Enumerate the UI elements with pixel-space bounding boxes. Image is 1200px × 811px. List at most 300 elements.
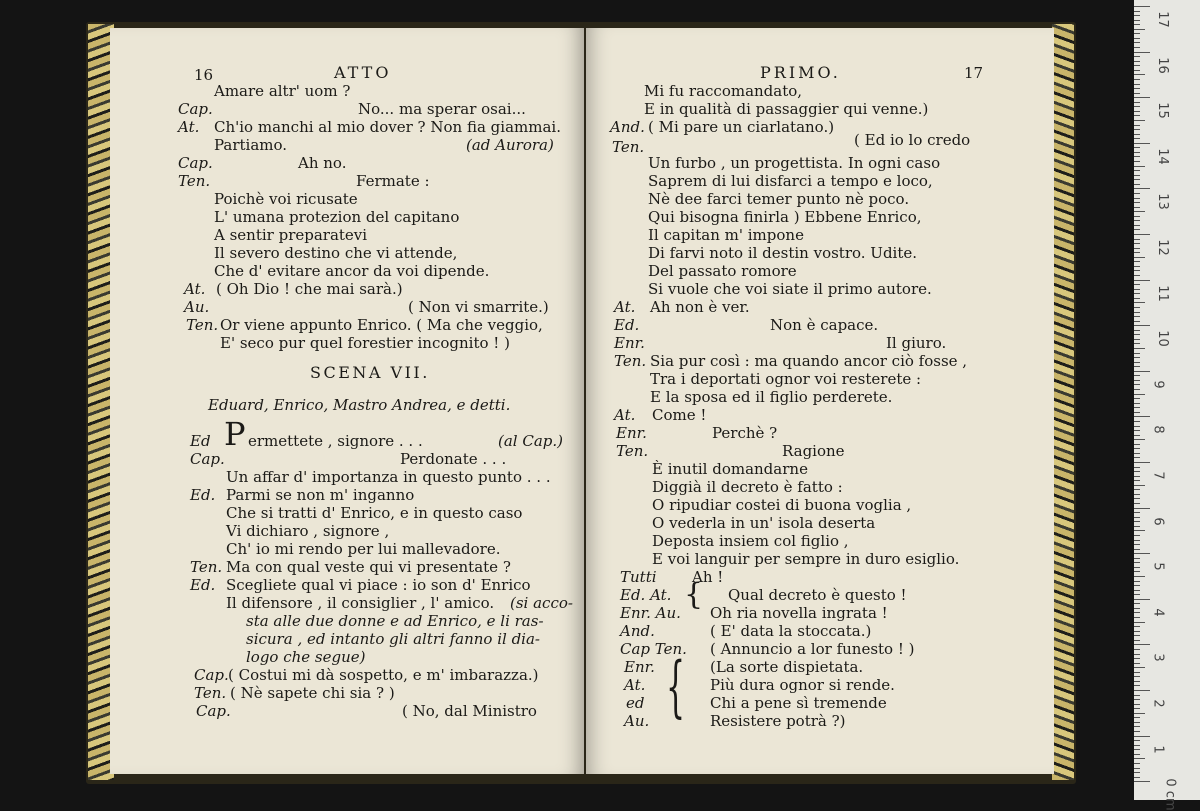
text-line: Come ! [652,406,707,424]
ruler-tick [1134,599,1150,600]
text-line: Fermate : [356,172,430,190]
ruler-tick [1134,435,1140,436]
ruler-tick [1134,430,1140,431]
ruler-tick [1134,179,1140,180]
ruler-tick [1134,745,1140,746]
text-line: Perdonate . . . [400,450,507,468]
ruler-tick [1134,97,1150,98]
speaker: Ed. [190,576,216,594]
ruler-tick [1134,731,1140,732]
ruler-tick [1134,166,1145,167]
ruler-tick [1134,713,1145,714]
ruler-tick [1134,220,1140,221]
ruler-tick [1134,421,1140,422]
ruler-tick [1134,407,1140,408]
ruler-tick [1134,234,1150,235]
ruler-tick [1134,375,1140,376]
ruler-number: 10 [1154,330,1170,347]
text-line: Del passato romore [648,262,797,280]
text-line: ( Oh Dio ! che mai sarà.) [216,280,403,298]
ruler-tick [1134,453,1140,454]
ruler-number: 6 [1150,516,1166,526]
ruler-tick [1134,348,1145,349]
ruler-number: 4 [1150,608,1166,617]
ruler-tick [1134,480,1140,481]
text-line: Il giuro. [886,334,947,352]
ruler-tick [1134,717,1140,718]
text-line: ( Ed io lo credo [854,131,971,149]
ruler-tick [1134,567,1140,568]
text-line: Tra i deportati ognor voi resterete : [650,370,922,388]
ruler-tick [1134,489,1140,490]
text-line: ( Nè sapete chi sia ? ) [230,684,395,702]
text-line: (La sorte dispietata. [710,658,864,676]
speaker: At. [614,406,636,424]
ruler-tick [1134,11,1140,12]
speaker: And. [610,118,645,136]
ruler-tick [1134,125,1140,126]
ruler-tick [1134,768,1140,769]
text-line: ( Non vi smarrite.) [408,298,549,316]
ruler-number: 17 [1154,11,1170,28]
ruler-tick [1134,384,1140,385]
speaker: At. [184,280,206,298]
speaker: ed [626,694,645,712]
text-line: ( No, dal Ministro [402,702,537,720]
ruler-tick [1134,658,1140,659]
text-line: Qual decreto è questo ! [728,586,907,604]
ruler-tick [1134,654,1140,655]
brace-mark: { [684,577,704,612]
stage-direction: sta alle due donne e ad Enrico, e li ras- [246,612,544,630]
ruler-number: 14 [1154,148,1170,165]
ruler-tick [1134,512,1140,513]
ruler-tick [1134,202,1140,203]
ruler-tick [1134,193,1140,194]
ruler-tick [1134,20,1140,21]
ruler-tick [1134,708,1140,709]
stage-direction: (al Cap.) [498,432,564,450]
speaker: At. [624,676,646,694]
text-line: Il capitan m' impone [648,226,804,244]
speaker: Enr. Au. [620,604,681,622]
ruler-number: 12 [1154,239,1170,256]
ruler-tick [1134,257,1145,258]
speaker: Ed. At. [620,586,672,604]
speaker: Cap. [178,100,213,118]
text-line: Ch'io manchi al mio dover ? Non fia giammai. [214,118,561,136]
ruler-tick [1134,681,1140,682]
ruler-tick [1134,699,1140,700]
stage-direction: sicura , ed intanto gli altri fanno il dia- [246,630,540,648]
text-line: ermettete , signore . . . [248,432,423,450]
ruler-number: 5 [1150,562,1166,571]
ruler-tick [1134,553,1150,554]
speaker: Ed. [614,316,640,334]
text-line: L' umana protezion del capitano [214,208,460,226]
ruler-tick [1134,239,1140,240]
ruler-tick [1134,726,1140,727]
text-line: Un furbo , un progettista. In ogni caso [648,154,941,172]
cast-list: Eduard, Enrico, Mastro Andrea, e detti. [208,396,511,414]
running-header: ATTO [334,63,392,82]
ruler-tick [1134,749,1140,750]
text-line: E' seco pur quel forestier incognito ! ) [220,334,510,352]
ruler-number: 11 [1154,284,1170,302]
ruler-tick [1134,252,1140,253]
speaker: Ed. [190,486,216,504]
text-line: Nè dee farci temer punto nè poco. [648,190,910,208]
stage-direction: logo che segue) [246,648,366,666]
speaker: Cap. [178,154,213,172]
text-line: Ch' io mi rendo per lui mallevadore. [226,540,501,558]
ruler-tick [1134,544,1140,545]
ruler-tick [1134,380,1140,381]
ruler-tick [1134,416,1150,417]
stage-direction: (si acco- [510,594,573,612]
ruler-tick [1134,535,1140,536]
ruler-tick [1134,24,1140,25]
ruler-tick [1134,362,1140,363]
ruler-tick [1134,571,1140,572]
scene-heading: SCENA VII. [310,363,430,382]
ruler-tick [1134,65,1140,66]
ruler-number: 1 [1150,744,1166,754]
ruler-tick [1134,672,1140,673]
ruler-tick [1134,275,1140,276]
ruler-tick [1134,115,1140,116]
text-line: Un affar d' importanza in questo punto . . . [226,468,551,486]
ruler-tick [1134,439,1145,440]
ruler-tick [1134,243,1140,244]
page-number: 16 [194,66,214,84]
text-line: Resistere potrà ?) [710,712,846,730]
text-line: E in qualità di passaggier qui venne.) [644,100,929,118]
ruler-tick [1134,576,1145,577]
ruler-tick [1134,138,1140,139]
speaker: Cap. [194,666,229,684]
speaker: Ten. [190,558,223,576]
text-line: Saprem di lui disfarci a tempo e loco, [648,172,933,190]
ruler-tick [1134,772,1140,773]
text-line: Chi a pene sì tremende [710,694,887,712]
speaker: Ten. [614,352,647,370]
ruler-number: 9 [1150,380,1166,389]
ruler-tick [1134,667,1145,668]
text-line: Che si tratti d' Enrico, e in questo caso [226,504,523,522]
ruler-tick [1134,161,1140,162]
ruler-tick [1134,467,1140,468]
ruler-tick [1134,663,1140,664]
text-line: Vi dichiaro , signore , [226,522,390,540]
ruler-tick [1134,403,1140,404]
left-page [110,28,584,774]
text-line: O vederla in un' isola deserta [652,514,876,532]
ruler-tick [1134,685,1140,686]
speaker: Enr. [614,334,645,352]
ruler-tick [1134,325,1150,326]
ruler-tick [1134,549,1140,550]
ruler-tick [1134,412,1140,413]
ruler-tick [1134,503,1140,504]
ruler-tick [1134,540,1140,541]
text-line: Si vuole che voi siate il primo autore. [648,280,932,298]
ruler-tick [1134,498,1140,499]
drop-cap: P [224,415,246,453]
ruler-tick [1134,736,1150,737]
ruler-tick [1134,754,1140,755]
ruler-tick [1134,343,1140,344]
ruler-tick [1134,398,1140,399]
text-line: Oh ria novella ingrata ! [710,604,888,622]
ruler-tick [1134,608,1140,609]
ruler-number: 7 [1150,471,1166,480]
text-line: Partiamo. [214,136,288,154]
ruler-tick [1134,111,1140,112]
text-line: No... ma sperar osai... [358,100,526,118]
ruler-tick [1134,644,1150,645]
ruler-tick [1134,334,1140,335]
text-line: ( E' data la stoccata.) [710,622,872,640]
ruler-tick [1134,530,1145,531]
ruler-tick [1134,690,1150,691]
speaker: Ten. [616,442,649,460]
ruler-tick [1134,134,1140,135]
ruler-tick [1134,248,1140,249]
ruler-tick [1134,88,1140,89]
text-line: Mi fu raccomandato, [644,82,803,100]
ruler-tick [1134,521,1140,522]
ruler-tick [1134,640,1140,641]
ruler-tick [1134,147,1140,148]
speaker: Cap Ten. [620,640,687,658]
ruler-tick [1134,740,1140,741]
text-line: Perchè ? [712,424,778,442]
ruler-tick [1134,261,1140,262]
ruler-tick [1134,56,1140,57]
ruler-tick [1134,471,1140,472]
text-line: O ripudiar costei di buona voglia , [652,496,912,514]
ruler-tick [1134,38,1140,39]
ruler-tick [1134,316,1140,317]
speaker: Enr. [616,424,647,442]
text-line: È inutil domandarne [652,460,808,478]
ruler-tick [1134,280,1150,281]
text-line: ( Costui mi dà sospetto, e m' imbarazza.) [228,666,539,684]
speaker: Ten. [178,172,211,190]
text-line: ( Annuncio a lor funesto ! ) [710,640,915,658]
ruler-tick [1134,61,1140,62]
ruler-number: 2 [1150,699,1166,708]
text-line: A sentir preparatevi [214,226,368,244]
marbled-edge-right [1052,24,1074,780]
speaker: Ten. [186,316,219,334]
ruler-tick [1134,211,1145,212]
ruler-tick [1134,302,1145,303]
ruler-tick [1134,312,1140,313]
ruler-tick [1134,457,1140,458]
ruler-tick [1134,216,1140,217]
ruler-tick [1134,476,1140,477]
ruler-number: 15 [1154,102,1170,119]
ruler-tick [1134,84,1140,85]
ruler-tick [1134,156,1140,157]
ruler-tick [1134,152,1140,153]
ruler-tick [1134,526,1140,527]
text-line: Ah no. [298,154,347,172]
ruler-tick [1134,175,1140,176]
text-line: Qui bisogna finirla ) Ebbene Enrico, [648,208,922,226]
text-line: Parmi se non m' inganno [226,486,415,504]
ruler-tick [1134,590,1140,591]
text-line: Ah non è ver. [650,298,750,316]
ruler-tick [1134,462,1150,463]
text-line: Diggià il decreto è fatto : [652,478,843,496]
ruler-tick [1134,93,1140,94]
ruler-tick [1134,289,1140,290]
ruler-tick [1134,15,1140,16]
ruler-tick [1134,426,1140,427]
page-number: 17 [964,64,984,82]
speaker: Ed [190,432,211,450]
text-line: Ah ! [692,568,724,586]
ruler-tick [1134,330,1140,331]
text-line: Scegliete qual vi piace : io son d' Enrico [226,576,531,594]
text-line: Non è capace. [770,316,879,334]
speaker: Tutti [620,568,657,586]
ruler-tick [1134,339,1140,340]
ruler-tick [1134,321,1140,322]
ruler-tick [1134,508,1150,509]
right-page [586,28,1054,774]
ruler-tick [1134,293,1140,294]
ruler-tick [1134,42,1140,43]
ruler-tick [1134,29,1145,30]
speaker: Enr. [624,658,655,676]
ruler-tick [1134,562,1140,563]
ruler-tick [1134,722,1140,723]
speaker: At. [614,298,636,316]
text-line: Or viene appunto Enrico. ( Ma che veggio, [220,316,543,334]
ruler-tick [1134,33,1140,34]
ruler-tick [1134,394,1145,395]
speaker: Cap. [190,450,225,468]
speaker: Cap. [196,702,231,720]
ruler-tick [1134,781,1150,782]
ruler-tick [1134,120,1145,121]
text-line: Che d' evitare ancor da voi dipende. [214,262,490,280]
text-line: Ma con qual veste qui vi presentate ? [226,558,511,576]
ruler-tick [1134,357,1140,358]
ruler-tick [1134,585,1140,586]
text-line: Sia pur così : ma quando ancor ciò fosse , [650,352,968,370]
ruler-tick [1134,47,1140,48]
ruler-tick [1134,517,1140,518]
ruler-tick [1134,129,1140,130]
ruler-tick [1134,635,1140,636]
speaker: And. [620,622,655,640]
ruler-number: 0 cm [1162,778,1178,811]
ruler-tick [1134,198,1140,199]
ruler-tick [1134,758,1145,759]
ruler-tick [1134,207,1140,208]
measuring-ruler [1134,0,1200,811]
text-line: Deposta insiem col figlio , [652,532,849,550]
text-line: E voi languir per sempre in duro esiglio. [652,550,960,568]
ruler-tick [1134,106,1140,107]
ruler-tick [1134,52,1150,53]
ruler-number: 16 [1154,56,1170,74]
text-line: Di farvi noto il destin vostro. Udite. [648,244,918,262]
running-header: PRIMO. [760,63,841,82]
ruler-tick [1134,102,1140,103]
brace-mark: { [666,649,686,727]
ruler-tick [1134,631,1140,632]
ruler-tick [1134,695,1140,696]
ruler-tick [1134,225,1140,226]
text-line: Amare altr' uom ? [214,82,351,100]
ruler-tick [1134,188,1150,189]
ruler-tick [1134,485,1145,486]
ruler-tick [1134,353,1140,354]
ruler-tick [1134,229,1140,230]
ruler-tick [1134,444,1140,445]
text-line: Ragione [782,442,845,460]
speaker: At. [178,118,200,136]
ruler-tick [1134,143,1150,144]
ruler-tick [1134,366,1140,367]
ruler-number: 8 [1150,425,1166,435]
ruler-tick [1134,603,1140,604]
ruler-tick [1134,266,1140,267]
text-line: E la sposa ed il figlio perderete. [650,388,893,406]
speaker: Ten. [194,684,227,702]
ruler-tick [1134,581,1140,582]
ruler-tick [1134,494,1140,495]
ruler-tick [1134,389,1140,390]
speaker: Au. [184,298,210,316]
ruler-tick [1134,594,1140,595]
ruler-tick [1134,307,1140,308]
text-line: Poichè voi ricusate [214,190,358,208]
ruler-tick [1134,70,1140,71]
ruler-number: 3 [1150,653,1166,663]
text-line: Il difensore , il consiglier , l' amico. [226,594,495,612]
ruler-tick [1134,74,1145,75]
text-line: Più dura ognor si rende. [710,676,895,694]
ruler-tick [1134,184,1140,185]
ruler-tick [1134,270,1140,271]
text-line: ( Mi pare un ciarlatano.) [648,118,835,136]
ruler-tick [1134,649,1140,650]
ruler-tick [1134,284,1140,285]
speaker: Au. [624,712,650,730]
text-line: Il severo destino che vi attende, [214,244,458,262]
ruler-tick [1134,777,1140,778]
ruler-tick [1134,763,1140,764]
ruler-tick [1134,626,1140,627]
ruler-tick [1134,612,1140,613]
ruler-tick [1134,676,1140,677]
ruler-tick [1134,558,1140,559]
ruler-tick [1134,622,1145,623]
ruler-tick [1134,170,1140,171]
ruler-tick [1134,79,1140,80]
ruler-tick [1134,298,1140,299]
ruler-tick [1134,371,1150,372]
ruler-tick [1134,6,1150,7]
stage-direction: (ad Aurora) [466,136,554,154]
